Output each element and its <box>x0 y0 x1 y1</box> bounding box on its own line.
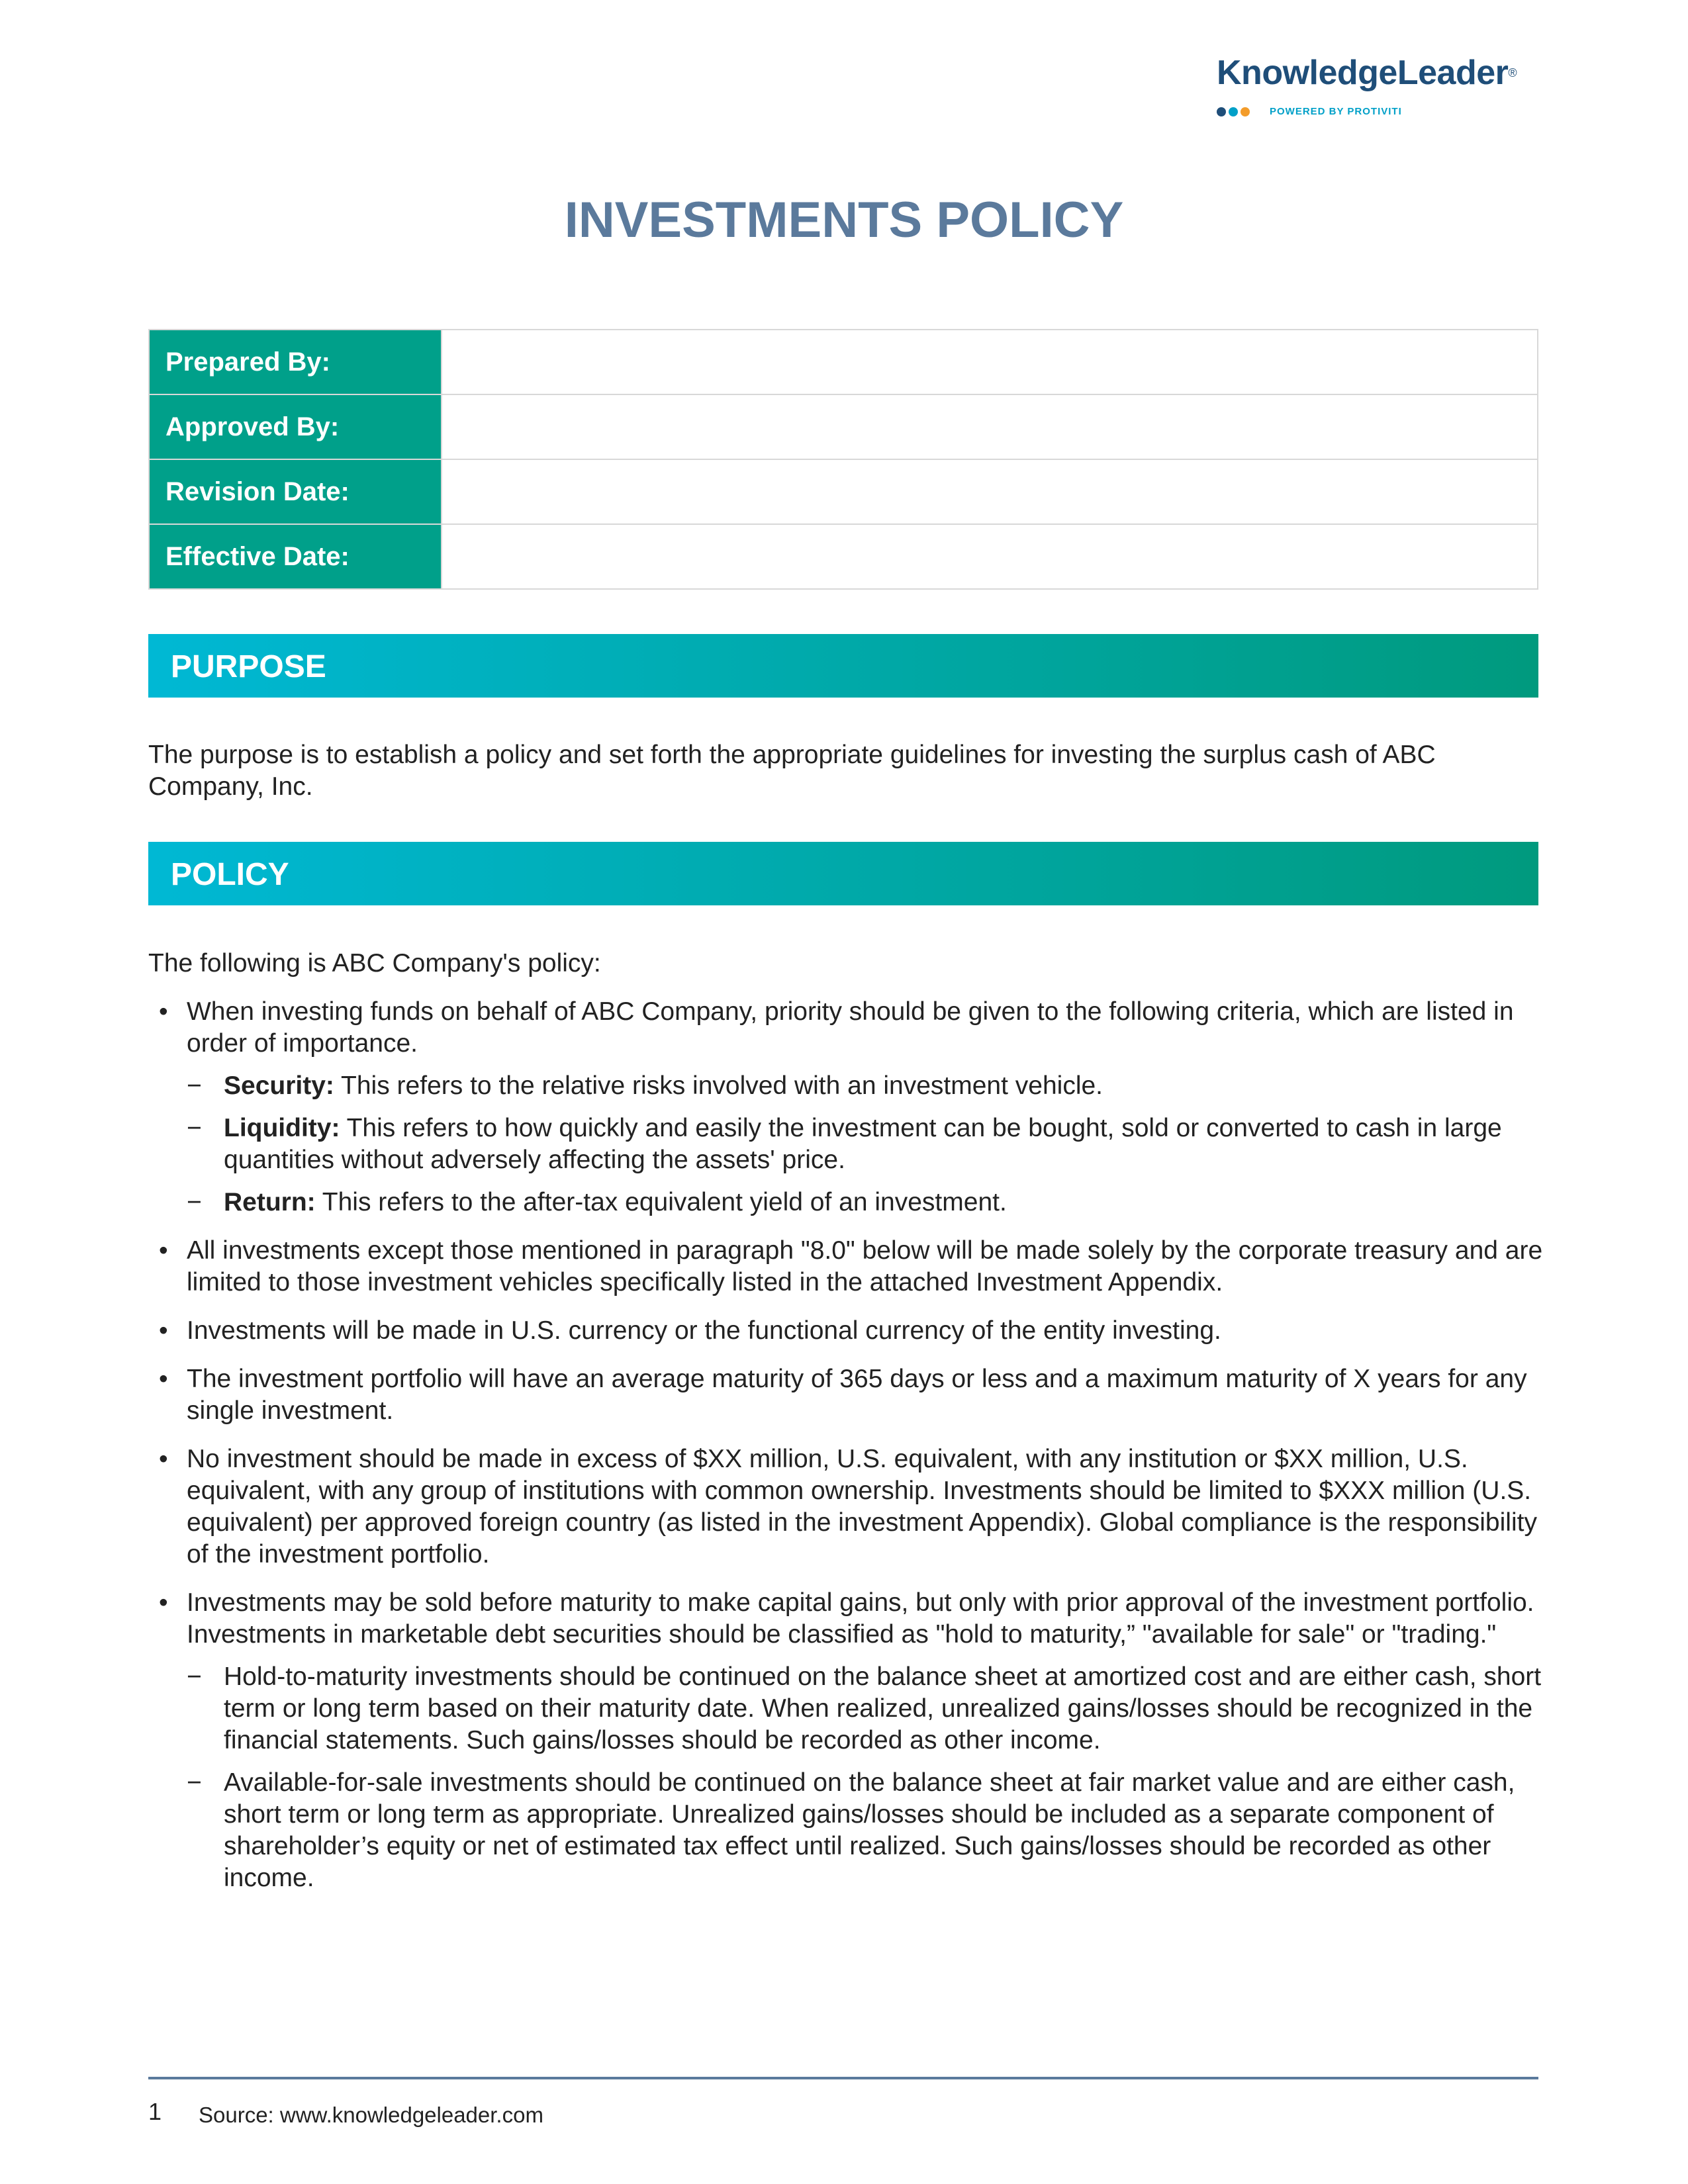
sub-list-item <box>187 1070 1545 1102</box>
list-item-text: No investment should be made in excess of $XX million, U.S. equivalent, with any institution or $XX million, U.S. equivalent, with any group of institutions with common ownership. Investments should be limited to $XXX million (U.S. equivalent) per approved foreign country (as listed in the investment Appendix). Global compliance is the responsibility of the investment portfolio. <box>187 1445 1537 1569</box>
page-title: INVESTMENTS POLICY <box>564 192 1124 248</box>
criteria-sublist <box>187 1070 1545 1218</box>
purpose-text: The purpose is to establish a policy and set forth the appropriate guidelines for investing the surplus cash of ABC Company, Inc. <box>148 741 1436 801</box>
logo-dot-icon <box>1229 107 1238 116</box>
logo-tagline: POWERED BY PROTIVITI <box>1270 106 1402 117</box>
sub-item-text: This refers to the after-tax equivalent yield of an investment. <box>315 1188 1007 1216</box>
footer-divider <box>148 2077 1538 2079</box>
effective-date-label: Effective Date: <box>149 524 442 589</box>
policy-list <box>148 996 1545 1911</box>
table-row <box>149 459 1538 524</box>
sub-item-term: Liquidity: <box>224 1114 340 1142</box>
list-item <box>148 1235 1545 1298</box>
list-item-text: Investments may be sold before maturity to make capital gains, but only with prior approval of the investment portfolio. Investments in marketable debt securities should be classified as "hold to maturity,” "available for sale" or "trading." <box>187 1588 1534 1649</box>
source-citation: Source: www.knowledgeleader.com <box>199 2103 543 2127</box>
page-number: 1 <box>148 2098 162 2125</box>
prepared-by-label: Prepared By: <box>149 330 442 394</box>
registered-mark: ® <box>1508 66 1517 79</box>
list-item <box>148 1363 1545 1427</box>
list-item-text: Investments will be made in U.S. currency or the functional currency of the entity investing. <box>187 1316 1221 1345</box>
sub-list-item <box>187 1113 1545 1176</box>
table-row <box>149 330 1538 394</box>
list-item <box>148 1587 1545 1894</box>
revision-date-label: Revision Date: <box>149 459 442 524</box>
table-row <box>149 524 1538 589</box>
sub-list-item <box>187 1767 1545 1894</box>
list-item <box>148 996 1545 1218</box>
knowledgeleader-logo <box>1217 53 1541 117</box>
sub-item-term: Return: <box>224 1188 316 1216</box>
table-row <box>149 394 1538 459</box>
policy-intro: The following is ABC Company's policy: <box>148 949 601 978</box>
sub-list-item <box>187 1661 1545 1756</box>
prepared-by-value[interactable] <box>442 330 1538 394</box>
sub-item-text: This refers to how quickly and easily the investment can be bought, sold or converted to cash in large quantities without adversely affecting the assets' price. <box>224 1114 1502 1174</box>
list-item <box>148 1315 1545 1347</box>
sub-list-item <box>187 1187 1545 1218</box>
list-item-text: The investment portfolio will have an average maturity of 365 days or less and a maximum maturity of X years for any single investment. <box>187 1365 1527 1425</box>
list-item-text: All investments except those mentioned in paragraph "8.0" below will be made solely by the corporate treasury and are limited to those investment vehicles specifically listed in the attached Investment Appendix. <box>187 1236 1543 1297</box>
sub-item-text: Available-for-sale investments should be continued on the balance sheet at fair market value and are either cash, short term or long term as appropriate. Unrealized gains/losses should be included as a separate component of shareholder’s equity or net of estimated tax effect until realized. Such gains/losses should be recorded as other income. <box>224 1768 1515 1892</box>
logo-subline <box>1217 106 1541 117</box>
classification-sublist <box>187 1661 1545 1894</box>
list-item-text: When investing funds on behalf of ABC Company, priority should be given to the following criteria, which are listed in order of importance. <box>187 997 1514 1058</box>
sub-item-text: This refers to the relative risks involved with an investment vehicle. <box>334 1071 1103 1100</box>
sub-item-term: Security: <box>224 1071 334 1100</box>
sub-item-text: Hold-to-maturity investments should be continued on the balance sheet at amortized cost and are either cash, short term or long term based on their maturity date. When realized, unrealized gains/losses should be recognized in the financial statements. Such gains/losses should be recorded as other income. <box>224 1662 1542 1754</box>
effective-date-value[interactable] <box>442 524 1538 589</box>
logo-name-text: KnowledgeLeader <box>1217 54 1509 92</box>
logo-wordmark <box>1217 53 1541 93</box>
logo-dot-icon <box>1241 107 1250 116</box>
approved-by-label: Approved By: <box>149 394 442 459</box>
logo-dot-icon <box>1217 107 1226 116</box>
purpose-heading: PURPOSE <box>148 634 1538 698</box>
revision-date-value[interactable] <box>442 459 1538 524</box>
approved-by-value[interactable] <box>442 394 1538 459</box>
list-item <box>148 1443 1545 1570</box>
policy-heading: POLICY <box>148 842 1538 905</box>
document-info-table <box>148 329 1538 590</box>
